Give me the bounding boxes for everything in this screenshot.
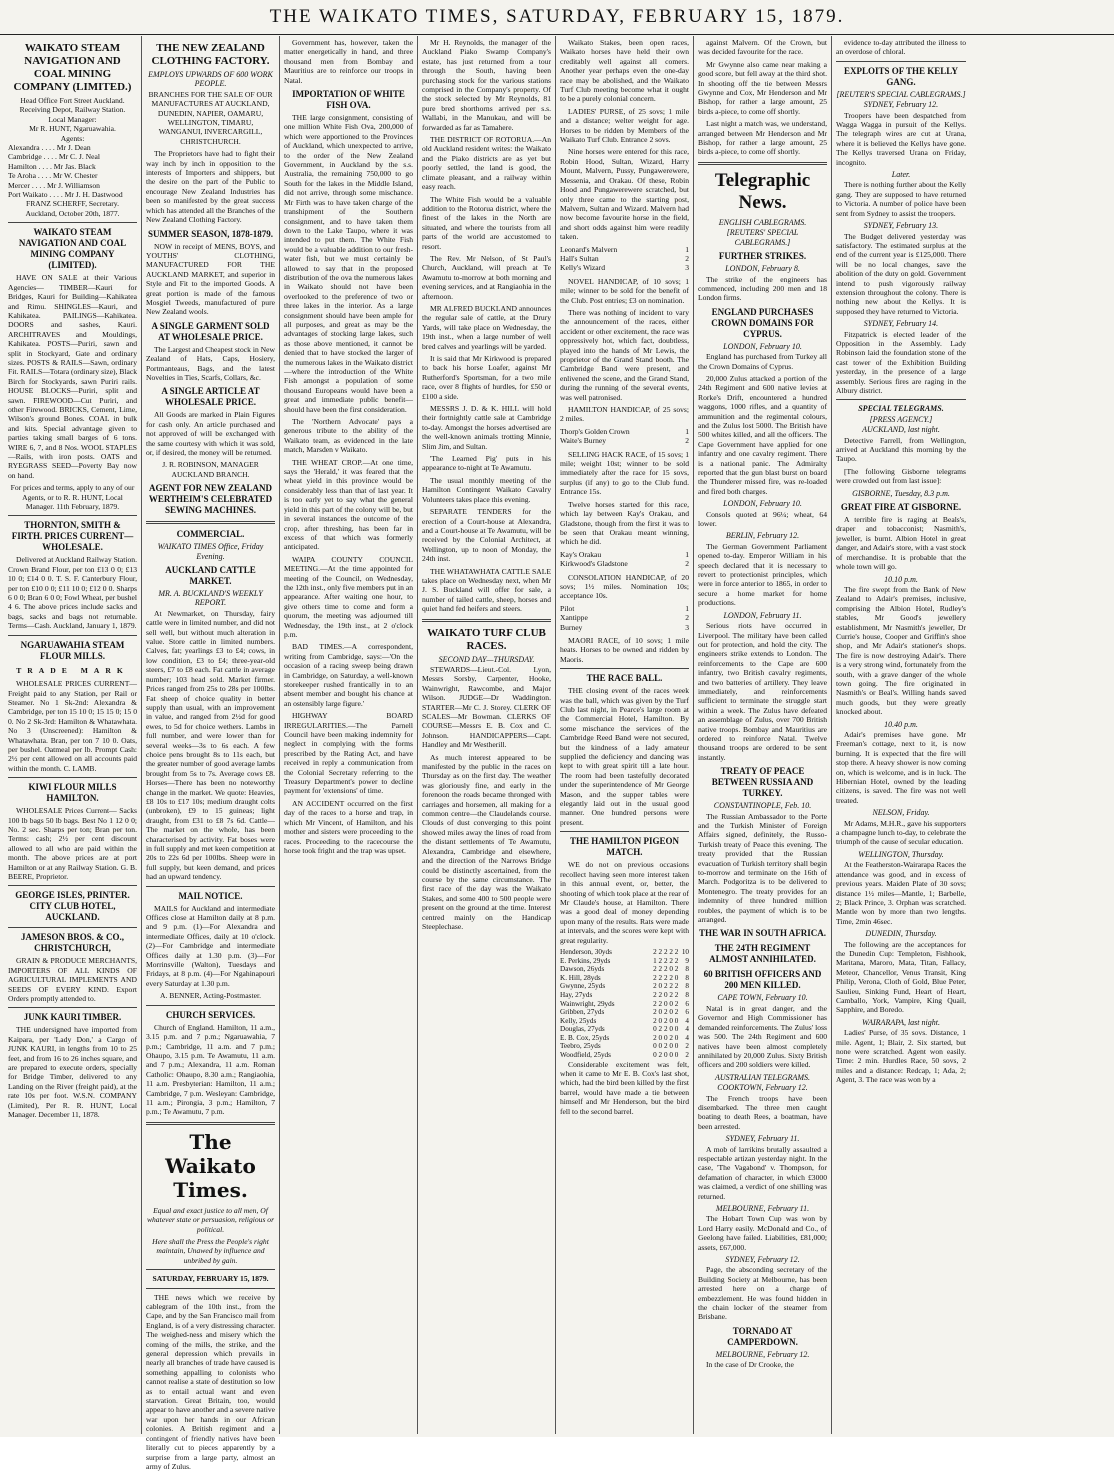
pigeon-total: 8 — [685, 965, 689, 974]
divider — [422, 619, 551, 622]
pigeon-shooter: E. Perkins, 29yds — [560, 956, 611, 965]
cape-place: CAPE TOWN, February 10. — [717, 993, 808, 1003]
dunedin-place: DUNEDIN, Thursday. — [865, 929, 937, 939]
pigeon-score-row — [560, 948, 689, 957]
kirkwood-text: It is said that Mr Kirkwood is prepared to back his horse Loafer, against Mr Rutherford's Sportsman, for a two mile race, over 8 flights of hurdles, for £50 or £100 a side. — [422, 354, 551, 401]
ad-flour-mill-heading: NGARUAWAHIA STEAM FLOUR MILLS. — [20, 639, 125, 661]
race-ball-text: THE closing event of the races week was the ball, which was given by the Turf Club last night, in Pearce's large room at the Commercial Hotel, Hamilton. By some mischance the services of the Cambridge Reed Band were not secured, but the kindness of a lady amateur supplied the deficiency and dancing was kept to with great spirit till a late hour. The room had been tastefully decorated under the superintendence of Mr George Mason, and the supper tables were elegantly laid out in the usual good manner. One hundred persons were present. — [560, 686, 689, 827]
pigeon-score-row — [560, 957, 689, 966]
ad-kiwi-heading: KIWI FLOUR MILLS HAMILTON. — [28, 782, 117, 804]
ad-wsn-heading: WAIKATO STEAM NAVIGATION AND COAL MINING COMPANY (LIMITED.) — [13, 42, 132, 93]
cyprus-text: England has purchased from Turkey all the Crown Domains of Cyprus. — [698, 352, 827, 371]
race-result-row — [560, 245, 689, 254]
regiment-heading: THE 24TH REGIMENT ALMOST ANNIHILATED. — [709, 943, 816, 965]
pigeon-shooter: Teebro, 25yds — [560, 1042, 601, 1051]
ad-jameson-heading: JAMESON BROS. & CO., CHRISTCHURCH, — [20, 932, 124, 954]
gisborne-place: GISBORNE, Tuesday, 8.3 p.m. — [852, 488, 950, 498]
column-4 — [418, 36, 556, 1434]
paper-motto: Equal and exact justice to all men, Of whatever state or persuasion, religious or political. — [146, 1205, 275, 1234]
pigeon-shots: 2 2 0 2 2 — [653, 990, 679, 999]
cape-text: Natal is in great danger, and the Governor and High Commissioner has demanded reinforcements. The Zulus' loss was 500. The 24th Regiment and 600 natives have been almost completely annihilated by 20,000 Zulus. Sixty British officers and 200 soldiers were killed. — [698, 1003, 827, 1070]
gisborne-fire-heading: GREAT FIRE AT GISBORNE. — [840, 502, 962, 513]
race-result-place: 2 — [685, 436, 689, 446]
pigeon-total: 9 — [685, 956, 689, 965]
ladies-purse-conditions: LADIES' PURSE, of 25 sovs; 1 mile and a distance; welter weight for age. Horses to be ridden by Members of the Waikato Turf Club. Entrance 2 sovs. — [560, 106, 689, 145]
pigeon-score-row — [560, 1017, 689, 1026]
melbourne-text: The Hobart Town Cup was won by Lord Harry easily. McDonald and Co., of Geelong have failed. Liabilities, £81,000; assets, £67,000. — [698, 1214, 827, 1252]
sydney-text: A mob of larrikins brutally assaulted a respectable artizan yesterday night. In the case, 'The Vagabond' v. Thompson, for defamation of character, in which £3000 was claimed, a verdict of one shilling was returned. — [698, 1144, 827, 1201]
pigeon-shots: 2 0 2 0 0 — [653, 1016, 679, 1025]
ad-single-garment-heading: A SINGLE GARMENT SOLD AT WHOLESALE PRICE. — [151, 320, 270, 342]
pigeon-score-row — [560, 1042, 689, 1051]
whatawhata-text: THE WHATAWHATA CATTLE SALE takes place on Wednesday next, when Mr J. S. Buckland will offer for sale, a number of tailed cattle, sheep, horses and quiet hand fed heifers and steers. — [422, 566, 551, 614]
pigeon-score-row — [560, 1008, 689, 1017]
page-masthead: THE WAIKATO TIMES, SATURDAY, FEBRUARY 15, 1879. — [0, 0, 1114, 35]
race-result-row — [560, 436, 689, 445]
ad-wsn2-heading: WAIKATO STEAM NAVIGATION AND COAL MINING COMPANY (LIMITED). — [18, 227, 127, 271]
sydney12-text: Page, the absconding secretary of the Building Society at Melbourne, has been arrested here on a charge of embezzlement. He was found hidden in the chain locker of the steamer from Brisbane. — [698, 1265, 827, 1322]
turf-club-sub: SECOND DAY—THURSDAY. — [438, 654, 535, 664]
dunedin-text: The following are the acceptances for the Dunedin Cup: Templeton, Fishhook, Maritana, Maroro, Mata, Titan, Fallacy, Meteor, Chancellor, Venus Transit, King Philip, Verona, Cloth of Gold, Blue Peter, Saulieu, Sinking Fund, Heart of Heart, Camballo, York, Vampire, King Quail, Sapphire, and Boredo. — [836, 939, 966, 1015]
ad-isles-heading: GEORGE ISLES, PRINTER. CITY CLUB HOTEL, AUCKLAND. — [15, 890, 130, 923]
race-result-place: 3 — [685, 622, 689, 632]
ad-wsn-line: Alexandra . . . . Mr J. Dean — [8, 143, 91, 153]
press-agency-label: [PRESS AGENCY.] — [869, 414, 933, 424]
sydney12-place: SYDNEY, February 12. — [725, 1255, 800, 1265]
divider — [560, 831, 689, 832]
sydney-place: SYDNEY, February 11. — [725, 1134, 800, 1144]
piako-company-text: Mr H. Reynolds, the manager of the Auckland Piako Swamp Company's estate, has just returned from a tour through the South, having been purchasing stock for the various stations comprised in the Company's property. Of the stock selected by Mr Reynolds, 81 pure bred shorthorns arrived per s.s. Wallabi, in the Manukau, and will be forwarded as far as Tamahere. — [422, 38, 551, 132]
divider — [146, 1122, 275, 1125]
cooktown-place: COOKTOWN, February 12. — [717, 1083, 808, 1093]
gisborne-note: [The following Gisborne telegrams were crowded out from last issue]: — [836, 466, 966, 486]
pigeon-shots: 1 2 2 2 2 — [653, 956, 679, 965]
sydney14-place: SYDNEY, February 14. — [863, 319, 939, 329]
ad-thornton-heading: THORNTON, SMITH & FIRTH. PRICES CURRENT—WHOLESALE. — [11, 520, 134, 553]
tenders-text: SEPARATE TENDERS for the erection of a Court-house at Alexandra, and a Court-house at Te Awamutu, will be received by the Colonial Architect, at Wellington, up to noon of Monday, the 24th inst. — [422, 507, 551, 564]
later-text: There is nothing further about the Kelly gang. They are supposed to have returned to Victoria. A number of police have been sent from Sydney to assist the troopers. — [836, 180, 966, 218]
race-result-place: 3 — [685, 263, 689, 273]
divider — [146, 1288, 275, 1289]
ad-junk-kauri-text: THE undersigned have imported from Kaipara, per 'Lady Don,' a Cargo of JUNK KAURI, in lengths from 10 to 25 feet, and from 16 to 26 inches square, and are prepared to execute orders, specially for Bridge Timber, delivered to any Landing on the River (freight paid), at the rate 10s per foot. W.S.N. COMPANY (Limited), Per R. R. HUNT, Local Manager. December 11, 1878. — [8, 1025, 137, 1120]
hamilton-handicap-results — [560, 427, 689, 446]
ladies-purse-results — [560, 245, 689, 273]
ad-wsn-lines — [8, 96, 137, 218]
ad-single-article-text: All Goods are marked in Plain Figures for cash only. An article purchased and not approved of will be exchanged with the same courtesy with which it was sold, or, if desired, the money will be returned. — [146, 410, 275, 457]
cyprus-heading: ENGLAND PURCHASES CROWN DOMAINS FOR CYPRUS. — [711, 306, 814, 339]
divider — [8, 927, 137, 928]
english-cablegrams-heading: ENGLISH CABLEGRAMS. — [718, 217, 807, 227]
consols-place: LONDON, February 10. — [723, 499, 802, 509]
column-1 — [4, 36, 142, 1434]
race-result-horse: Kirkwood's Gladstone — [560, 559, 628, 569]
bad-times-text: BAD TIMES.—A correspondent, writing from Cambridge, says:—'On the occasion of a racing sweep being drawn in Cambridge, on Saturday, a well-known storekeeper rushed frantically in to an absent member and bought his chance at an ostensibly large figure.' — [284, 642, 413, 708]
paper-motto-2: Here shall the Press the People's right maintain, Unawed by influence and unbribed by gain. — [152, 1236, 269, 1265]
learned-pig-text: 'The Learned Pig' puts in his appearance to-night at Te Awamutu. — [422, 454, 551, 473]
pigeon-score-table — [560, 948, 689, 1060]
cyprus-place: LONDON, February 10. — [723, 341, 802, 351]
divider — [146, 1269, 275, 1270]
pigeon-shooter: Woodfield, 25yds — [560, 1051, 611, 1060]
tornado-heading: TORNADO AT CAMPERDOWN. — [727, 1325, 798, 1347]
pigeon-match-heading: THE HAMILTON PIGEON MATCH. — [569, 836, 680, 858]
race-result-horse: Kay's Orakau — [560, 549, 602, 559]
race-result-row — [560, 254, 689, 263]
wairarapa-text: Ladies' Purse, of 35 sovs. Distance, 1 mile. Agent, 1; Blair, 2. Six started, but none were scratched. Agent won easily. Time: 2 min. Hurdles Race, 50 sovs, 2 miles and a distance: Redcap, 1; Ada, 2; Agent, 3. The race was won by a — [836, 1028, 966, 1085]
auckland-text: Detective Farrell, from Wellington, arrived at Auckland this morning by the Taupo. — [836, 435, 966, 464]
divider — [146, 521, 275, 524]
ad-summer-text: NOW in receipt of MENS, BOYS, and YOUTHS' CLOTHING, MANUFACTURED FOR THE AUCKLAND MARKET, and superior in Style and Fit to the imported Goods. A great portion is made of the famous Mosgiel Tweeds, manufactured of pure New Zealand wools. — [146, 241, 275, 317]
pigeon-shots: 2 2 0 0 2 — [653, 999, 679, 1008]
cattle-market-heading: AUCKLAND CATTLE MARKET. — [165, 565, 256, 587]
ad-wsn-line: Mercer . . . . Mr J. Williamson — [8, 180, 100, 190]
pigeon-total: 4 — [685, 1016, 689, 1025]
pigeon-total: 4 — [685, 1033, 689, 1042]
divider — [146, 886, 275, 887]
ad-wsn-line: Te Aroha . . . . Mr W. Chester — [8, 171, 98, 181]
fish-ova-heading: IMPORTATION OF WHITE FISH OVA. — [292, 89, 405, 111]
pigeon-score-row — [560, 991, 689, 1000]
trade-mark-label: TRADE MARK — [16, 665, 129, 675]
col7-intro: evidence to-day attributed the illness to an overdose of chloral. — [836, 38, 966, 57]
strikes-text: The strike of the engineers has commenced, including 200 men and 18 London firms. — [698, 274, 827, 303]
pigeon-shots: 2 0 0 2 0 — [653, 1033, 679, 1042]
column-container — [4, 36, 1110, 1471]
london11-place: LONDON, February 11. — [723, 610, 802, 620]
pigeon-total: 2 — [685, 1051, 689, 1060]
melbourne12-text: In the case of Dr Crooke, the — [706, 1360, 794, 1370]
berlin-place: BERLIN, February 12. — [725, 531, 800, 541]
pigeon-total: 10 — [681, 947, 689, 956]
race-result-place: 1 — [685, 426, 689, 436]
kelly-gang-heading: EXPLOITS OF THE KELLY GANG. — [844, 65, 958, 87]
pigeon-score-row — [560, 965, 689, 974]
col5-intro: Waikato Stakes, been open races, Waikato horses have held their own creditably well against all comers. Another year perhaps even the one-day race may be abolished, and the Waikato Turf Club meeting become what it ought to be a purely colonial concern. — [560, 38, 689, 104]
berlin-text: The German Government Parliament opened to-day. Emperor William in his speech declared that it is necessary to revert to protectionist principles, which were in force anterior to 1865, in order to secure a home market for home productions. — [698, 541, 827, 608]
race-result-place: 1 — [685, 244, 689, 254]
col6-gwynne: Mr Gwynne also came near making a good score, but fell away at the third shot. In shooting off the tie between Messrs Gwynne and Cox, Mr Henderson and Mr Bishop, for rather a large amount, 25 birds a-piece, to come off shortly. — [698, 59, 827, 116]
ad-single-article-heading: A SINGLE ARTICLE AT WHOLESALE PRICE. — [161, 386, 260, 408]
ad-wsn-line: Agents: — [60, 133, 85, 143]
pigeon-score-row — [560, 1034, 689, 1043]
divider — [8, 635, 137, 636]
wellington-text: At the Featherston-Wairarapa Races the attendance was good, and in excess of previous years. Maiden Plate of 30 sovs; distance 1½ miles—Mantle, 1; Barbelle, 2; Black Prince, 3. Orphan was scratched. Mantle won by more than two lengths. Time, 2min 46sec. — [836, 860, 966, 926]
london11-text: Serious riots have occurred in Liverpool. The military have been called out for protection, and hold the city. The engineers strike extends to London. The reinforcements to the Cape are 600 infantry, two British cavalry regiments, and two batteries of artillery. They leave immediately, and reinforcements sufficient to terminate the struggle start within a week. The Zulus have defeated an assemblage of Zulus, over 700 British native troops. Bombay and Mauritius are ordered to reinforce Natal. Twelve thousand troops are ordered to be sent instantly. — [698, 621, 827, 762]
race-result-row — [560, 550, 689, 559]
drury-sale-text: MR ALFRED BUCKLAND announces the regular sale of cattle, at the Drury Yards, will take place on Wednesday, the 19th inst., when a large number of well bred calves and yearlings will be yarded. — [422, 303, 551, 351]
kelly-text: Troopers have been despatched from Wagga Wagga in pursuit of the Kellys. The telegraph wires are cut at Urana, where it is believed the Kellys have gone. The Kellys traversed Urana on Friday, incognito. — [836, 110, 966, 167]
ad-wsn2-footer: For prices and terms, apply to any of our Agents, or to R. R. HUNT, Local Manager. 11th February, 1879. — [10, 483, 135, 512]
sydney14-text: Fitzpatrick is elected leader of the Opposition in the Assembly. Lady Robinson laid the foundation stone of the cast tower of the Exhibition Building yesterday, in the presence of a large assembly. Serious fires are raging in the Albury district. — [836, 329, 966, 395]
wairarapa-place: WAIRARAPA, last night. — [862, 1017, 940, 1027]
ladies-purse-text: Nine horses were entered for this race, Robin Hood, Sultan, Wizard, Harry Mount, Malvern, Pussy, Pungawerewere, Messenia, and Orakau. Of these, Robin Hood and Pungawerewere scratched, but only three came to the starting post, Malvern, Sultan and Wizard. Malvern had now become favourite horse in the field, and short odds against him were readily taken. — [560, 147, 689, 242]
nelson-preach-text: The Rev. Mr Nelson, of St Paul's Church, Auckland, will preach at Te Awamutu to-morrow at both morning and evening services, and at Rangiaohia in the afternoon. — [422, 253, 551, 301]
ad-wsn-line: Local Manager: — [48, 114, 97, 124]
ad-wsn-line: Head Office Fort Street Auckland. — [20, 96, 125, 105]
race-result-row — [560, 623, 689, 632]
ad-wsn-line: Receiving Depot, Railway Station. — [19, 105, 126, 115]
melbourne-place: MELBOURNE, February 11. — [715, 1204, 810, 1213]
nelson-place: NELSON, Friday. — [872, 808, 930, 818]
commercial-sub: WAIKATO TIMES Office, Friday Evening. — [157, 542, 264, 561]
cooktown-text: The French troops have been disembarked. The three men caught boating to death Rees, a boatman, have been arrested. — [698, 1093, 827, 1131]
church-services-text: Church of England. Hamilton, 11 a.m., 3.15 p.m. and 7 p.m.; Ngaruawahia, 7 p.m.; Cambridge, 11 a.m. and 7 p.m.; Ohaupo, 3.15 p.m. Te Awamutu, 11 a.m. and 7 p.m.; Alexandra, 11 a.m. Roman Catholic: Ohaupo, 8.30 a.m.; Rangiaohia, 11 a.m. Presbyterian: Hamilton, 11 a.m.; Cambridge, 7 p.m. Wesleyan: Cambridge, 11 a.m.; Pirongia, 3 p.m.; Hamilton, 7 p.m.; Te Awamutu, 7 p.m. — [146, 1022, 275, 1117]
kelly-place: SYDNEY, February 12. — [863, 100, 939, 110]
later-label: Later. — [891, 170, 911, 180]
ad-wsn-line: Auckland, October 20th, 1877. — [25, 208, 120, 218]
col3-intro: Government has, however, taken the matter energetically in hand, and three thousand men from Bombay and Mauritius are to reinforce our troops in Natal. — [284, 38, 413, 85]
race-result-horse: Burney — [560, 622, 583, 632]
novel-handicap-text: There was nothing of incident to vary the announcement of the races, either accident or other excitement, the race was oppressively hot, which fact, doubtless, played into the hands of Mr Lewis, the proprietor of the Grand Stand booth. The Cambridge Band were present, and enlivened the scene, and the Grand Stand, during the running of the several events, was well patronised. — [560, 307, 689, 402]
wheat-crop-text: THE WHEAT CROP.—At one time, says the 'Herald,' it was feared that the wheat yield in this province would be considerably less than that of last year. It is too early yet to say what the general yield in this part of the colony will be, but in several instances the outcome of the crop, after threshing, has been far in excess of that which was formerly anticipated. — [284, 457, 413, 552]
pigeon-total: 8 — [685, 990, 689, 999]
highway-board-text: HIGHWAY BOARD IRREGULARITIES.—The Parnell Council have been making indemnity for neglect in complying with the forms prescribed by the Rating Act, and have received in reply a communication from the Colonial Secretary referring to the Treasury Department's power to decline payment for 'extensions' of time. — [284, 711, 413, 796]
nelson-text: Mr Adams, M.H.R., gave his supporters a champagne lunch to-day, to celebrate the triumph of the cause of secular education. — [836, 818, 966, 847]
ad-thornton-text: Delivered at Auckland Railway Station. Crown Brand Flour, per ton £13 0 0; £13 10 0; £14 0 0. T. S. F. Canterbury Flour, per ton £10 0 0; £11 10 0; £12 0 0. Sharps 6 0 0; Bran 6 0 0; Fowl Wheat, per bushel 4 6. The above prices include sacks and bags, sacks and bags not returnable. Terms—Cash. Auckland, January 1, 1879. — [8, 555, 137, 631]
ad-junk-kauri-heading: JUNK KAURI TIMBER. — [23, 1012, 122, 1023]
race-result-row — [560, 604, 689, 613]
race-result-place: 1 — [685, 603, 689, 613]
county-council-text: WAIPA COUNTY COUNCIL MEETING.—At the time appointed for meeting of the Council, on Wednesday, the 12th inst., only five members put in an appearance. After waiting one hour, to give others time to come and form a quorum, the meeting was adjourned till Wednesday, the 19th inst., at 2 o'clock p.m. — [284, 554, 413, 639]
reuters-label: [REUTERS' SPECIAL CABLEGRAMS.] — [726, 228, 799, 247]
consolation-conditions: CONSOLATION HANDICAP, of 20 sovs; 1½ miles. Nomination 10s; acceptance 10s. — [560, 572, 689, 601]
divider — [836, 399, 966, 400]
pigeon-shooter: Hay, 27yds — [560, 990, 593, 999]
pigeon-total: 8 — [685, 973, 689, 982]
pigeon-match-text: WE do not on previous occasions recollect having seen more interest taken in this annual event, or, better, the shooting of which took place at the rear of Mr Claude's house, at Hamilton. There was a good deal of money depending upon many of the results. Rats were made at intervals, and the scores were kept with great regularity. — [560, 860, 689, 945]
pigeon-shooter: Dawson, 26yds — [560, 965, 605, 974]
wellington-place: WELLINGTON, Thursday. — [858, 849, 944, 859]
col6-match: Last night a match was, we understand, arranged between Mr Henderson and Mr Bishop, for rather a large amount, 25 birds a-piece, to come off shortly. — [698, 119, 827, 157]
rotorua-text: The White Fish would be a valuable addition to the Rotorua district, where the finest of the lakes in the North are situated, and where the tourists from all parts of the world are accustomed to resort. — [422, 194, 551, 251]
pigeon-shooter: Gwynne, 25yds — [560, 982, 606, 991]
gisborne-time-2: 10.10 p.m. — [884, 574, 918, 584]
pigeon-total: 2 — [685, 1042, 689, 1051]
australian-heading: AUSTRALIAN TELEGRAMS. — [714, 1072, 811, 1082]
leader-date: SATURDAY, FEBRUARY 15, 1879. — [152, 1274, 269, 1284]
leader-text: THE news which we receive by cablegram of the 10th inst., from the Cape, and by the San Francisco mail from England, is of a very distressing character. The weighed-ness and misery which the coming of the mills, the strike, and the general depression which prevails in nearly all branches of trade have caused is something appalling to colonists who cannot realise a state of destitution so low as to entail actual want and even starvation. Great Britain, too, would appear to have another and a severe native war upon her hands in our African colonies. A British regiment and a contingent of friendly natives have been literally cut to pieces apparently by a surprise from a large party, almost an army of Zulus. — [146, 1292, 275, 1471]
pigeon-after-text: Considerable excitement was felt, when it came to Mr E. B. Cox's last shot, which, had the bird been killed by the first barrel, would have made a tie between himself and Mr Henderson, but the bird fell to the second barrel. — [560, 1059, 689, 1116]
commercial-heading: COMMERCIAL. — [176, 529, 245, 540]
strikes-heading: FURTHER STRIKES. — [718, 251, 807, 262]
race-ball-heading: THE RACE BALL. — [586, 673, 663, 684]
officers-heading: 60 BRITISH OFFICERS AND 200 MEN KILLED. — [703, 969, 822, 991]
pigeon-score-row — [560, 1051, 689, 1060]
ad-clothing-text: The Proprietors have had to fight their way inch by inch in opposition to the interests of Importers and shippers, but the desire on the part of the Public to encourage New Zealand Industries has been so manifested by the great success which has attended all the Branches of the New Zealand Clothing Factory. — [146, 149, 275, 225]
column-3 — [280, 36, 418, 1434]
pigeon-total: 6 — [685, 1008, 689, 1017]
pigeon-shots: 2 0 2 2 2 — [653, 982, 679, 991]
pigeon-shots: 2 2 2 2 2 — [653, 947, 679, 956]
sydney13-text: The Budget delivered yesterday was satisfactory. The estimated surplus at the end of the current year is £125,000. There will be no local changes, save the abolition of the duty on gold. Government intend to push vigorously railway extension throughout the colony. There is nothing new about the Kellys. It is supposed they have returned to Victoria. — [836, 231, 966, 316]
pigeon-score-row — [560, 982, 689, 991]
cattle-market-text: At Newmarket, on Thursday, fairy cattle were in limited number, and did not sell well, but without much alteration in value. Store cattle in limited numbers. Calves, fat; yearlings £3 to £4; cows, in low condition, £3 to £4; three-year-old steers, £7 to £8 each. Fat cattle in average number; 103 head sold. Market firmer. Prices ranged from 25s to 28s per 100lbs. Fat sheep of choice quality in better supply than usual, with an improvement in value, and ranged from 2½d for good ewes, to 5d for choice wethers. Lambs in full number, and were lower than for several weeks—3s to 6s each. A few choice pens brought 8s to 11s each, but the greater number of good average lambs brought from 5s to 7s. Average cows £8. Horses—There has been no noteworthy change in the market. We quote: Heavies, £8 10s to £17 10s; medium draught colts (unbroken), £9 to 15 guineas; light draught, from £31 to £8 7s 6d. Cattle—The market on the whole, has been characterised by activity. Fat boses were in full supply and met keen competition at 20s to 22s 6d per 100lbs. Sheep were in full supply, but keen demand, and prices had an upward tendency. — [146, 608, 275, 882]
advocate-text: The 'Northern Advocate' pays a generous tribute to the ability of the Waikato team, as evidenced in the late match, Marsden v Waikato. — [284, 417, 413, 455]
ad-wsn-line: Cambridge . . . . Mr C. J. Neal — [8, 152, 100, 162]
gisborne-time-3: 10.40 p.m. — [884, 719, 918, 729]
peace-place: CONSTANTINOPLE, Feb. 10. — [713, 801, 812, 811]
race-result-row — [560, 427, 689, 436]
cattle-market-sub: MR. A. BUCKLAND'S WEEKLY REPORT. — [158, 589, 263, 608]
race-result-horse: Thorp's Golden Crown — [560, 426, 630, 436]
hamilton-handicap-conditions: HAMILTON HANDICAP, of 25 sovs; 2 miles. — [560, 405, 689, 424]
race-result-horse: Hall's Sultan — [560, 253, 599, 263]
fish-ova-text: THE large consignment, consisting of one million White Fish Ova, 200,000 of which were apportioned to the Provinces of Auckland, which unexpected to arrive, to the order of the New Zealand Government, in Auckland by the s.s. Australia, the remaining 750,000 to go South for the lakes in the Middle Island, did not arrive, through some mischance. Mr Firth was to have taken charge of the transhipment of the Southern consignment, and to have taken them down to the Lake Taupo, where it was intended to put them. The White Fish would be a valuable addition to our fresh-water fish, but we must certainly be allowed to say that in the proposed distribution of the ova the numerous lakes in Waikato should not have been overlooked to the preference of two or three lakes in the interior. As a large consignment should have been ample for all purposes, and great as may be the advantages of stocking large lakes, such as those above mentioned, it cannot be denied that to have stocked the larger of the numerous lakes in the Waikato district—where the introduction of the White Fish amongst a population of some thousand Europeans would have been a great and immediate public benefit—should have been the first consideration. — [284, 113, 413, 414]
ad-clothing-heading: THE NEW ZEALAND CLOTHING FACTORY. — [151, 42, 270, 67]
column-6 — [694, 36, 832, 1434]
pigeon-shooter: Kelly, 25yds — [560, 1016, 597, 1025]
pigeon-shooter: Douglas, 27yds — [560, 1025, 605, 1034]
pigeon-score-row — [560, 1025, 689, 1034]
gisborne-text-2: The fire swept from the Bank of New Zealand to Adair's premises, inclusive, comprising the Albion Hotel, Rudley's stables, Mr Good's jewellery establishment, Mr Nasmith's jeweller, Dr Currie's house, Cooper and Griffin's shoe shop, and Mr Adair's stationer's shops. The fire is now destroying Adair's. There is a very strong wind, fortunately from the south, with a grave danger of the whole town going. The fire originated in Nasmith's or Beal's. Willing hands saved much goods, but they were greatly knocked about. — [836, 584, 966, 717]
pigeon-shots: 2 2 2 0 2 — [653, 965, 679, 974]
hack-race-conditions: SELLING HACK RACE, of 15 sovs; 1 mile; weight 10st; winner to be sold immediately after the race for 15 sovs, surplus (if any) to go to the Club fund. Entrance 15s. — [560, 449, 689, 497]
ad-wsn2-text: HAVE ON SALE at their Various Agencies— TIMBER—Kauri for Bridges, Kauri for Building—Kahikatea and Rimu. SHINGLES—Kauri, and Kahikatea. PAILINGS—Kahikatea. DOORS and sashes, Kauri. ARCHITRAVES and Mouldings, Kahikatea. POSTS—Puriri, sawn and split in Stockyard, Gate and ordinary sizes. POSTS & RAILS—Sawn, ordinary Fit. RAILS—Totara (ordinary size), Black Birch for Stockyards, sawn Puriri rails. HOUSE BLOCKS—Puriri, split and sawn. FIREWOOD—Cut Puriri, and other Firewood. BRICKS, Cement, Lime, Wilson's ground Bones. COAL in bulk and kits. Special advantage given to parties taking small barges of 6 tons. WIRE 6, 7, and 8 Nos. WOOL STAPLES—Rails, with iron posts. OATS and RYEGRASS SEED—Poverty Bay now on hand. — [8, 273, 137, 480]
accident-text: AN ACCIDENT occurred on the first day of the races to a horse and trap, in which Mr Vincent, of Hamilton, and his mother and sisters were proceeding to the races. Proceeding to the racecourse the horse took fright and the trap was upset. — [284, 798, 413, 855]
strikes-place: LONDON, February 8. — [725, 264, 800, 274]
peace-text: The Russian Ambassador to the Porte and the Turkish Minister of Foreign Affairs signed, definitely, the Russo-Turkish treaty of Peace this evening. The treaty provided that the Russian evacuation of Turkish territory shall begin to-morrow and terminate on the 16th of March. Podgoritza is to be delivered to Montenegro. The treaty provides for an indemnity of three hundred million roubles, the payment of which is to be arranged. — [698, 811, 827, 925]
ad-jameson-text: GRAIN & PRODUCE MERCHANTS, IMPORTERS OF ALL KINDS OF AGRICULTURAL IMPLEMENTS AND SEEDS OF EVERY KIND. Export Orders promptly attended to. — [8, 956, 137, 1004]
ad-wsn-line: FRANZ SCHERFF, Secretary. — [26, 199, 119, 209]
pigeon-total: 8 — [685, 982, 689, 991]
column-7 — [832, 36, 970, 1434]
race-result-row — [560, 559, 689, 568]
district-text: THE DISTRICT OF ROTORUA.—An old Auckland resident writes: the Waikato and the Piako districts are as yet but poorly settled, the land is good, the climate pleasant, and a railway within easy reach. — [422, 135, 551, 192]
race-result-place: 2 — [685, 253, 689, 263]
divider — [8, 222, 137, 223]
ad-wertheim-heading: AGENT FOR NEW ZEALAND WERTHEIM'S CELEBRATED SEWING MACHINES. — [148, 483, 273, 516]
hack-race-text: Twelve horses started for this race, which lay between Kay's Orakau, and Gladstone, though from the first it was to be seen that Orakau meant winning, which he did. — [560, 499, 689, 547]
ad-flour-mill-text: WHOLESALE PRICES CURRENT— Freight paid to any Station, per Rail or Steamer. No 1 Sk-2nd: Alexandra & Cambridge, per ton 15 10 0; 15 15 0; 15 0 0. No 2 Sk-3rd: Hamilton & Whatawhata. No 3 (Unscreened): Hamilton & Whatawhata. Bran, per ton 7 10 0. Oats, per bushel. Oatmeal per lb. Prompt Cash: 2½ per cent allowed on all accounts paid within the month. C. LAMB. — [8, 679, 137, 773]
mail-notice-heading: MAIL NOTICE. — [178, 890, 243, 901]
maori-race-conditions: MAORI RACE, of 10 sovs; 1 mile heats. Horses to be owned and ridden by Maoris. — [560, 635, 689, 664]
special-telegrams-heading: SPECIAL TELEGRAMS. — [858, 404, 944, 414]
mail-notice-text: MAILS for Auckland and intermediate Offices close at Hamilton daily at 8 p.m. and 9 p.m. (1)—For Alexandra and intermediate Offices, daily at 10 o'clock. (2)—For Cambridge and intermediate Offices daily at 1.30 p.m. (3)—For Morrinsville (Walton), Tuesdays and Fridays, at 8 p.m. (4)—For Ngahinapouri every Saturday at 1.30 p.m. — [146, 903, 275, 988]
pigeon-shots: 2 0 2 0 2 — [653, 1008, 679, 1017]
consols-text: Consols quoted at 96¼; wheat, 64 lower. — [698, 509, 827, 529]
divider — [8, 1007, 137, 1008]
column-2 — [142, 36, 280, 1471]
zulu-text: 20,000 Zulus attacked a portion of the 24th Regiment and 600 native levies at Rorke's Drift, encountered a hundred waggons, 1000 rifles, and a quantity of ammunition and the regimental colours, and the Zulus lost 5000. The British have 500 whites killed, and all the officers. The Cape Government have applied for one infantry and one cavalry regiment. There is a national panic. The Admiralty reported that the gun blast burst on board the Thunderer missed fire, was re-loaded and fired both charges. — [698, 373, 827, 496]
peace-treaty-heading: TREATY OF PEACE BETWEEN RUSSIA AND TURKEY. — [711, 766, 814, 799]
col6-intro: against Malvern. Of the Crown, but was decided favourite for the race. — [698, 38, 827, 57]
gisborne-text: A terrible fire is raging at Beals's, draper and tobacconist; Nasmith's, jeweller, is burnt. Albion Hotel in great danger, and Adair's store, with a vast stock of merchandise. It is probable that the whole town will go. — [836, 515, 966, 572]
church-services-heading: CHURCH SERVICES. — [165, 1009, 256, 1020]
ad-summer-heading: SUMMER SEASON, 1878-1879. — [147, 228, 273, 239]
pigeon-shots: 0 0 2 0 0 — [653, 1042, 679, 1051]
pigeon-shots: 0 2 2 0 0 — [653, 1025, 679, 1034]
pigeon-score-row — [560, 974, 689, 983]
divider — [8, 515, 137, 516]
divider — [560, 668, 689, 669]
turf-club-heading: WAIKATO TURF CLUB RACES. — [427, 626, 546, 652]
novel-handicap-conditions: NOVEL HANDICAP, of 10 sovs; 1 mile; winner to be sold for the benefit of the Club. Post entries; £3 on nomination. — [560, 276, 689, 305]
telegraphic-news-heading: Telegraphic News. — [714, 169, 811, 213]
ad-kiwi-text: WHOLESALE Prices Current— Sacks 100 lb bags 50 lb bags. Best No 1 12 0 0; No. 2 sec. Sharps per ton; Bran per ton. Terms: cash; 2½ per cent discount allowed to all who are paid within the month. The above prices are at port Hamilton or at any Railway Station. G. B. BEERE, Proprietor. — [8, 806, 137, 881]
cavalry-meeting-text: The usual monthly meeting of the Hamilton Contingent Waikato Cavalry Volunteers takes place this evening. — [422, 475, 551, 504]
race-result-horse: Xantippe — [560, 613, 588, 623]
ad-wsn-line: Mr R. HUNT, Ngaruawahia. — [29, 124, 116, 134]
race-result-place: 1 — [685, 549, 689, 559]
pigeon-shots: 0 2 0 0 0 — [653, 1051, 679, 1060]
divider — [8, 885, 137, 886]
turf-body: As much interest appeared to be manifested by the public in the races on Thursday as on the first day. The weather was gloriously fine, and early in the forenoon the roads became thronged with carriages and horsemen, all making for a common centre—the Claudelands course. Clouds of dust converging to this point showed miles away the lines of road from the distant settlements of Te Awamutu, Alexandra, Cambridge and elsewhere, and the direction of the Narrows Bridge could be distinctly ascertained, from the course by the same circumstance. The first race of the day was the Waikato Stakes, and some 400 to 500 people were present on the ground at the time. Interest centred mainly on the Handicap Steeplechase. — [422, 752, 551, 931]
auckland-place: AUCKLAND, last night. — [862, 425, 940, 435]
ad-wsn-line: Port Waikato . . . . Mr J. H. Dastwood — [8, 190, 123, 200]
pigeon-shots: 2 2 2 2 0 — [653, 973, 679, 982]
divider — [698, 162, 827, 165]
race-result-place: 2 — [685, 559, 689, 569]
pigeon-shooter: E. B. Cox, 25yds — [560, 1033, 610, 1042]
column-5 — [556, 36, 694, 1434]
divider — [8, 777, 137, 778]
ad-clothing-sub: EMPLOYS UPWARDS OF 600 WORK PEOPLE. — [148, 70, 273, 89]
race-result-row — [560, 263, 689, 272]
pigeon-shooter: K. Hill, 28yds — [560, 973, 601, 982]
race-result-horse: Pilot — [560, 603, 575, 613]
mail-notice-sign: A. BENNER, Acting-Postmaster. — [159, 991, 262, 1001]
race-result-row — [560, 613, 689, 622]
sydney13-place: SYDNEY, February 13. — [863, 221, 939, 231]
war-heading: THE WAR IN SOUTH AFRICA. — [698, 928, 827, 939]
race-result-horse: Kelly's Wizard — [560, 263, 605, 273]
race-result-horse: Waite's Burney — [560, 436, 607, 446]
pigeon-shooter: Gribben, 27yds — [560, 1008, 605, 1017]
hack-race-results — [560, 550, 689, 569]
kelly-gang-sub: [REUTER'S SPECIAL CABLEGRAMS.] — [836, 89, 966, 99]
ad-wsn-line: Hamilton . . . . Mr Jas. Black — [8, 161, 96, 171]
race-result-place: 2 — [685, 613, 689, 623]
ad-robinson-sign: J. R. ROBINSON, MANAGER AUCKLAND BRANCH. — [162, 460, 259, 479]
pigeon-shooter: Henderson, 30yds — [560, 947, 612, 956]
ad-clothing-branches: BRANCHES FOR THE SALE OF OUR MANUFACTURES AT AUCKLAND, DUNEDIN, NAPIER, OAMARU, WELLINGTON, TIMARU, WANGANUI, INVERCARGILL, CHRISTCHURCH. — [148, 89, 273, 146]
pigeon-total: 4 — [685, 1025, 689, 1034]
paper-title: The Waikato Times. — [165, 1129, 256, 1202]
gisborne-text-3: Adair's premises have gone. Mr Freeman's cottage, next to it, is now burning. It is expected that the fire will stop there. A heavy shower is now coming on, which is welcome, and is in luck. The Hibernian Hotel, owned by the leading citizens, is saved. The fire was not well treated. — [836, 730, 966, 805]
consolation-results — [560, 604, 689, 632]
divider — [836, 61, 966, 62]
pigeon-score-row — [560, 1000, 689, 1009]
turf-officials: STEWARDS—Lieut.-Col. Lyon, Messrs Sorsby, Carpenter, Hooke, Wainwright, Rawcombe, and Major Wilson. JUDGE—Dr Waddington. STARTER—Mr C. J. Storey. CLERK OF SCALES—Mr Bowman. CLERKS OF COURSE—Messrs E. B. Cox and C. Johnson. HANDICAPPERS—Capt. Handley and Mr Westherill. — [422, 664, 551, 750]
ad-single-garment-text: The Largest and Cheapest stock in New Zealand of Hats, Caps, Hosiery, Portmanteaus, Bags, and the latest Novelties in Ties, Scarfs, Collars, &c. — [146, 344, 275, 382]
pigeon-total: 6 — [685, 999, 689, 1008]
pigeon-shooter: Wainwright, 29yds — [560, 999, 615, 1008]
hill-sale-text: MESSRS J. D. & K. HILL will hold their fortnightly cattle sale at Cambridge to-day. Amongst the horses advertised are the well-known animals trotting Minnie, Slim Jim, and Sultan. — [422, 404, 551, 451]
melbourne12-place: MELBOURNE, February 12. — [715, 1349, 810, 1359]
divider — [146, 1005, 275, 1006]
race-result-horse: Leonard's Malvern — [560, 244, 618, 254]
